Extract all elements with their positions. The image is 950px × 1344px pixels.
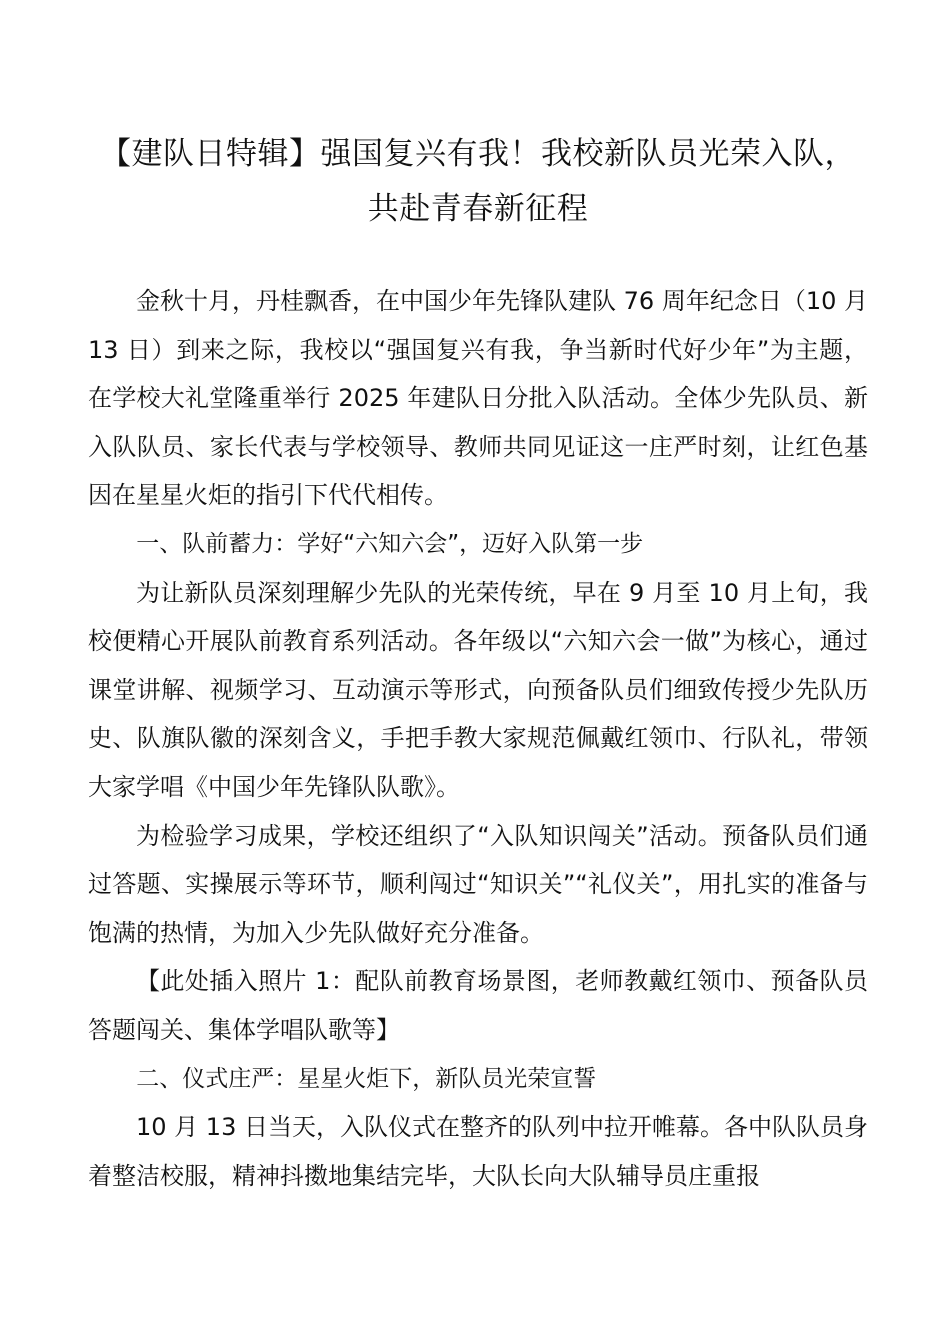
section-2-paragraph-1: 10 月 13 日当天，入队仪式在整齐的队列中拉开帷幕。各中队队员身着整洁校服，精神抖擞地集结完毕，大队长向大队辅导员庄重报 [88,1113,868,1190]
section-heading-2: 二、仪式庄严：星星火炬下，新队员光荣宣誓 [136,1065,597,1092]
intro-paragraph: 金秋十月，丹桂飘香，在中国少年先锋队建队 76 周年纪念日（10 月 13 日）到来之际，我校以“强国复兴有我，争当新时代好少年”为主题，在学校大礼堂隆重举行 2025 年建队日分批入队活动。全体少先队员、新入队队员、家长代表与学校领导、教师共同见证这一庄严时刻，让红色基因在星星火炬的指引下代代相传。 [88,287,868,510]
section-1-paragraph-2: 为检验学习成果，学校还组织了“入队知识闯关”活动。预备队员们通过答题、实操展示等环节，顺利闯过“知识关”“礼仪关”，用扎实的准备与饱满的热情，为加入少先队做好充分准备。 [88,821,868,947]
article-title: 【建队日特辑】强国复兴有我！我校新队员光荣入队，共赴青春新征程 [100,136,856,227]
article-body [88,277,868,1200]
section-heading-1: 一、队前蓄力：学好“六知六会”，迈好入队第一步 [136,530,644,557]
photo-placeholder-note: 【此处插入照片 1：配队前教育场景图，老师教戴红领巾、预备队员答题闯关、集体学唱队歌等】 [88,967,868,1044]
section-1-paragraph-1: 为让新队员深刻理解少先队的光荣传统，早在 9 月至 10 月上旬，我校便精心开展队前教育系列活动。各年级以“六知六会一做”为核心，通过课堂讲解、视频学习、互动演示等形式，向预备队员们细致传授少先队历史、队旗队徽的深刻含义，手把手教大家规范佩戴红领巾、行队礼，带领大家学唱《中国少年先锋队队歌》。 [88,578,868,801]
